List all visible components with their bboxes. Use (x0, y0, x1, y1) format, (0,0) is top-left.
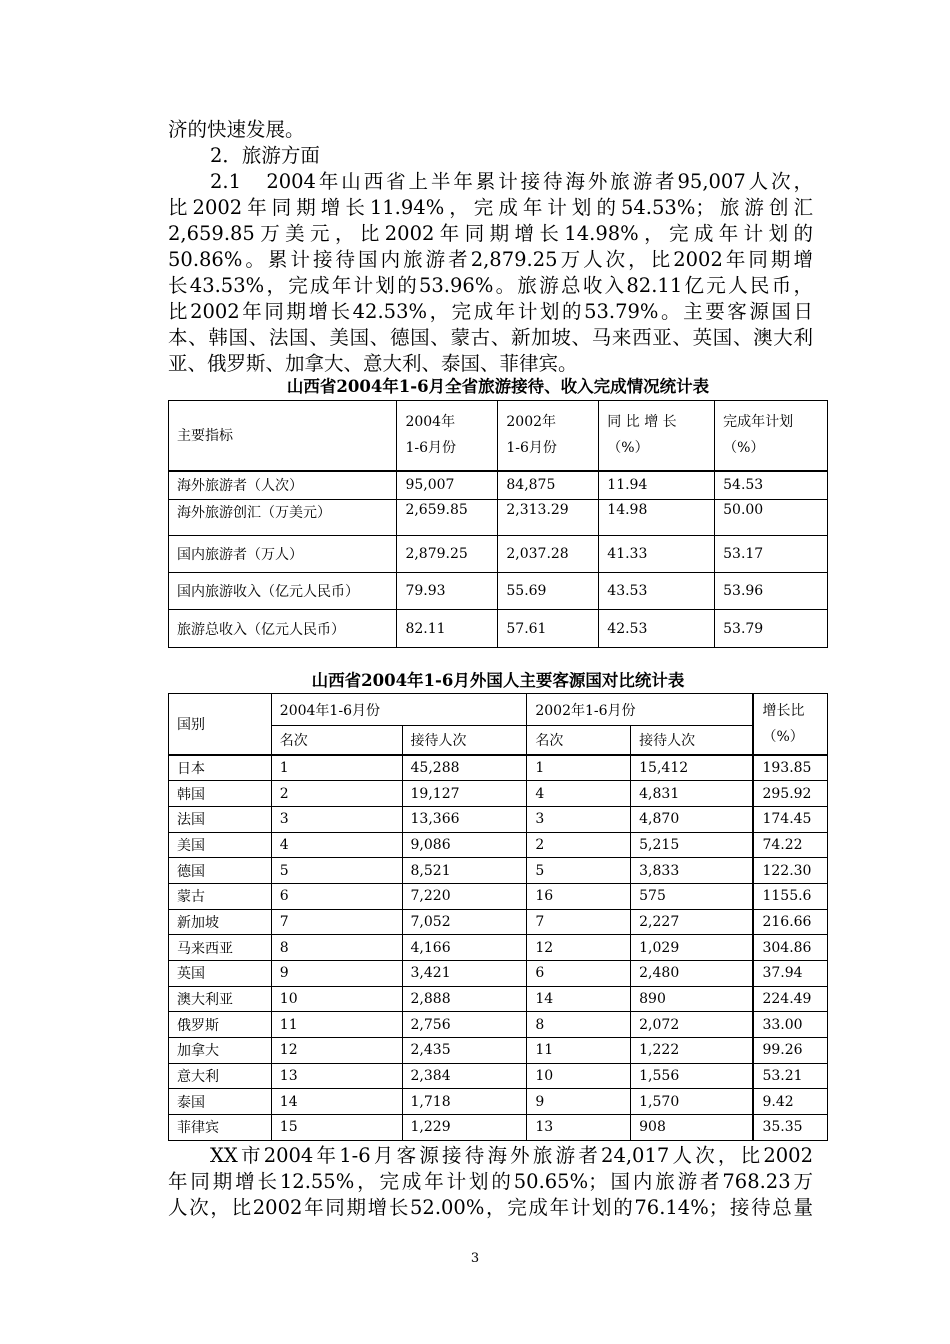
header-cell: 同 比 增 长 （%） (599, 401, 715, 471)
table-row (169, 573, 828, 610)
table-cell: 海外旅游创汇（万美元） (169, 500, 397, 536)
table-cell: 12 (271, 1038, 402, 1064)
table-cell: 79.93 (397, 573, 498, 610)
table-cell: 德国 (169, 858, 272, 884)
table-row (169, 935, 828, 961)
table-cell: 9,086 (402, 832, 527, 858)
table-cell: 5 (527, 858, 631, 884)
paragraph-line: 50.86%。累计接待国内旅游者2,879.25万人次，比2002年同期增 (168, 248, 813, 271)
table-cell: 99.26 (753, 1038, 827, 1064)
table-cell: 8 (271, 935, 402, 961)
table-cell: 9 (527, 1089, 631, 1115)
paragraph-line: 比2002年同期增长42.53%，完成年计划的53.79%。主要客源国日 (168, 300, 813, 323)
table-cell: 224.49 (753, 986, 827, 1012)
table-row (169, 1038, 828, 1064)
growth-header: 增长比 （%） (753, 694, 827, 755)
intro-line: 济的快速发展。 (168, 118, 305, 141)
table-row (169, 1012, 828, 1038)
table-cell: 加拿大 (169, 1038, 272, 1064)
table-cell: 4,166 (402, 935, 527, 961)
table-cell: 2,072 (631, 1012, 754, 1038)
table1-caption: 山西省2004年1-6月全省旅游接待、收入完成情况统计表 (286, 377, 710, 396)
table-cell: 3,833 (631, 858, 754, 884)
table-cell: 美国 (169, 832, 272, 858)
table-cell: 2,435 (402, 1038, 527, 1064)
table-cell: 9 (271, 961, 402, 987)
table-cell: 1,029 (631, 935, 754, 961)
table-cell: 5 (271, 858, 402, 884)
table-row (169, 806, 828, 832)
table-cell: 菲律宾 (169, 1115, 272, 1141)
paragraph-line: 人次，比2002年同期增长52.00%，完成年计划的76.14%；接待总量 (168, 1196, 813, 1219)
paragraph-line: 亚、俄罗斯、加拿大、意大利、泰国、菲律宾。 (168, 352, 578, 375)
table-cell: 11 (271, 1012, 402, 1038)
table-cell: 13 (527, 1115, 631, 1141)
table-cell: 海外旅游者（人次） (169, 471, 397, 500)
table-cell: 1 (271, 755, 402, 781)
table-cell: 4,870 (631, 806, 754, 832)
paragraph-line: 比2002年同期增长11.94%，完成年计划的54.53%；旅游创汇 (168, 196, 813, 219)
table-cell: 1,570 (631, 1089, 754, 1115)
table-cell: 澳大利亚 (169, 986, 272, 1012)
table-cell: 6 (527, 961, 631, 987)
header-cell: 2002年 1-6月份 (498, 401, 599, 471)
table-cell: 15 (271, 1115, 402, 1141)
paragraph-line: 本、韩国、法国、美国、德国、蒙古、新加坡、马来西亚、英国、澳大利 (168, 326, 813, 349)
table-cell: 15,412 (631, 755, 754, 781)
table-cell: 13,366 (402, 806, 527, 832)
table2-caption: 山西省2004年1-6月外国人主要客源国对比统计表 (311, 671, 685, 690)
header-cell: 2004年 1-6月份 (397, 401, 498, 471)
table-cell: 旅游总收入（亿元人民币） (169, 610, 397, 648)
table-cell: 45,288 (402, 755, 527, 781)
table-cell: 53.79 (715, 610, 828, 648)
paragraph-line: 年同期增长12.55%，完成年计划的50.65%；国内旅游者768.23万 (168, 1170, 813, 1193)
table-row (169, 909, 828, 935)
table-cell: 84,875 (498, 471, 599, 500)
table-row (169, 883, 828, 909)
paragraph-line: 长43.53%，完成年计划的53.96%。旅游总收入82.11亿元人民币， (168, 274, 813, 297)
table-cell: 174.45 (753, 806, 827, 832)
table-cell: 11 (527, 1038, 631, 1064)
table-cell: 7 (271, 909, 402, 935)
table-cell: 7 (527, 909, 631, 935)
table-cell: 2 (271, 781, 402, 807)
table-cell: 2 (527, 832, 631, 858)
table-cell: 55.69 (498, 573, 599, 610)
table-cell: 6 (271, 883, 402, 909)
table-cell: 4 (527, 781, 631, 807)
table-cell: 7,052 (402, 909, 527, 935)
table-cell: 12 (527, 935, 631, 961)
table-cell: 2,879.25 (397, 536, 498, 573)
table-cell: 53.17 (715, 536, 828, 573)
table-cell: 193.85 (753, 755, 827, 781)
country-header: 国别 (169, 694, 272, 755)
table-row (169, 986, 828, 1012)
table-row (169, 1115, 828, 1141)
table-cell: 57.61 (498, 610, 599, 648)
table-cell: 8,521 (402, 858, 527, 884)
table-header-row (169, 401, 828, 471)
table-cell: 37.94 (753, 961, 827, 987)
header-cell: 完成年计划 （%） (715, 401, 828, 471)
table-cell: 1,222 (631, 1038, 754, 1064)
visitors-header: 接待人次 (631, 726, 754, 755)
table-cell: 122.30 (753, 858, 827, 884)
table-cell: 908 (631, 1115, 754, 1141)
table-cell: 国内旅游收入（亿元人民币） (169, 573, 397, 610)
year-2002-header: 2002年1-6月份 (527, 694, 754, 726)
table-cell: 50.00 (715, 500, 828, 536)
table-cell: 蒙古 (169, 883, 272, 909)
table-cell: 英国 (169, 961, 272, 987)
table-row (169, 961, 828, 987)
table-row (169, 1063, 828, 1089)
table-cell: 2,384 (402, 1063, 527, 1089)
year-2004-header: 2004年1-6月份 (271, 694, 527, 726)
table-cell: 韩国 (169, 781, 272, 807)
table-cell: 295.92 (753, 781, 827, 807)
table-cell: 8 (527, 1012, 631, 1038)
table-cell: 11.94 (599, 471, 715, 500)
table-cell: 14 (271, 1089, 402, 1115)
table-cell: 4 (271, 832, 402, 858)
table-cell: 304.86 (753, 935, 827, 961)
table-cell: 41.33 (599, 536, 715, 573)
table-cell: 3 (527, 806, 631, 832)
table-row (169, 471, 828, 500)
table-cell: 日本 (169, 755, 272, 781)
page-number: 3 (470, 1251, 480, 1266)
table-cell: 10 (527, 1063, 631, 1089)
intro-text (168, 117, 813, 377)
table-cell: 53.21 (753, 1063, 827, 1089)
table-cell: 5,215 (631, 832, 754, 858)
table-cell: 2,659.85 (397, 500, 498, 536)
table-row (169, 536, 828, 573)
table-cell: 10 (271, 986, 402, 1012)
paragraph-line: 2,659.85万美元，比2002年同期增长14.98%，完成年计划的 (168, 222, 813, 245)
table-row (169, 858, 828, 884)
table-cell: 82.11 (397, 610, 498, 648)
section-heading: 2．旅游方面 (210, 144, 320, 167)
table-cell: 1,718 (402, 1089, 527, 1115)
table-cell: 俄罗斯 (169, 1012, 272, 1038)
paragraph-line: XX市2004年1-6月客源接待海外旅游者24,017人次，比2002 (210, 1144, 813, 1167)
table-row (169, 832, 828, 858)
table-cell: 42.53 (599, 610, 715, 648)
table-cell: 2,888 (402, 986, 527, 1012)
table-row (169, 500, 828, 536)
outro-text (168, 1143, 813, 1221)
source-countries-table (168, 693, 828, 1141)
table-cell: 意大利 (169, 1063, 272, 1089)
table-cell: 74.22 (753, 832, 827, 858)
table-row (169, 781, 828, 807)
paragraph-line: 2.1 2004年山西省上半年累计接待海外旅游者95,007人次， (210, 170, 813, 193)
table-cell: 14.98 (599, 500, 715, 536)
tourism-summary-table (168, 400, 828, 648)
table-cell: 马来西亚 (169, 935, 272, 961)
table-cell: 13 (271, 1063, 402, 1089)
header-cell: 主要指标 (169, 401, 397, 471)
table-cell: 890 (631, 986, 754, 1012)
table-cell: 3 (271, 806, 402, 832)
table-cell: 14 (527, 986, 631, 1012)
table-cell: 16 (527, 883, 631, 909)
table-cell: 2,480 (631, 961, 754, 987)
table-cell: 43.53 (599, 573, 715, 610)
table-cell: 1155.6 (753, 883, 827, 909)
table-cell: 泰国 (169, 1089, 272, 1115)
table-cell: 1 (527, 755, 631, 781)
table-cell: 35.35 (753, 1115, 827, 1141)
table-cell: 575 (631, 883, 754, 909)
table-cell: 7,220 (402, 883, 527, 909)
table-cell: 19,127 (402, 781, 527, 807)
table-cell: 4,831 (631, 781, 754, 807)
table-cell: 1,229 (402, 1115, 527, 1141)
table-cell: 216.66 (753, 909, 827, 935)
table-cell: 1,556 (631, 1063, 754, 1089)
table-cell: 2,313.29 (498, 500, 599, 536)
table-row (169, 610, 828, 648)
table-cell: 2,037.28 (498, 536, 599, 573)
table-cell: 53.96 (715, 573, 828, 610)
table-row (169, 1089, 828, 1115)
table-cell: 2,756 (402, 1012, 527, 1038)
table-header-row (169, 694, 828, 726)
visitors-header: 接待人次 (402, 726, 527, 755)
table-cell: 国内旅游者（万人） (169, 536, 397, 573)
table-cell: 新加坡 (169, 909, 272, 935)
table-cell: 3,421 (402, 961, 527, 987)
table2-body (169, 755, 828, 1141)
table-cell: 法国 (169, 806, 272, 832)
table-row (169, 755, 828, 781)
table-cell: 33.00 (753, 1012, 827, 1038)
rank-header: 名次 (527, 726, 631, 755)
rank-header: 名次 (271, 726, 402, 755)
table-cell: 2,227 (631, 909, 754, 935)
table-cell: 9.42 (753, 1089, 827, 1115)
table-cell: 95,007 (397, 471, 498, 500)
table-cell: 54.53 (715, 471, 828, 500)
